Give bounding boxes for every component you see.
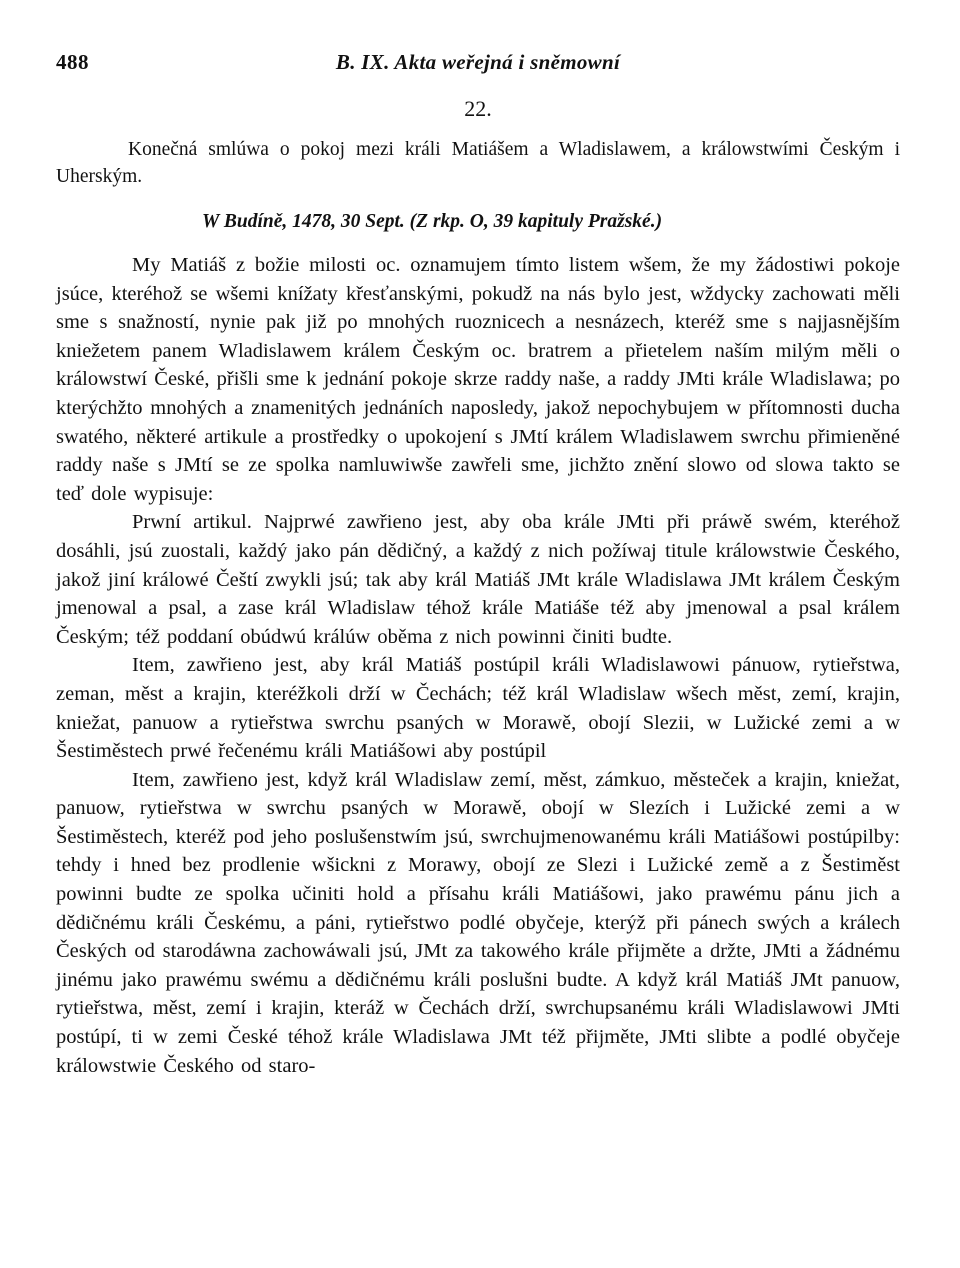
dateline: W Budíně, 1478, 30 Sept. (Z rkp. O, 39 kapituly Pražské.) [202,211,663,232]
paragraph: Item, zawřieno jest, když král Wladislaw zemí, měst, zámkuo, městeček a krajin, kniežat, panuow, rytieřstwa w swrchu psaných w Morawě, obojí w Slezích i Lužické zemi a w Šestiměstech, kteréž pod jeho poslušenstwím jsú, swrchujmenowanému králi Matiášowi postúpilby: tehdy i hned bez prodlenie wšickni z Morawy, obojí ze Slezi i Lužické země a z Šestiměst powinni budte ze spolka učiniti hold a přísahu králi Matiášowi, jako prawému pánu jich a dědičnému králi Českému, a páni, rytieřstwo podlé obyčeje, kterýž při pánech swých a králech Českých od starodáwna zachowáwali jsú, JMt za takowého krále přijměte a držte, JMti a žádnému jinému jako prawému swému a dědičnému králi poslušni budte. A když král Matiáš JMt panuow, rytieřstwa, měst, zemí i krajin, kteráž w Čechách drží, swrchupsanému králi Wladislawowi JMti postúpí, ti w zemi České téhož krále Wladislawa JMt též přijměte, JMti slibte a podlé obyčeje králowstwie Českého od staro- [56,768,900,1077]
paragraph: Item, zawřieno jest, aby král Matiáš postúpil králi Wladislawowi pánuow, rytieřstwa, zeman, měst a krajin, kteréžkoli drží w Čechách; též král Wladislaw wšech měst, zemí, krajin, kniežat, panuow a rytieřstwa swrchu psaných w Morawě, obojí Slezii, w Lužické zemi a w Šestiměstech prwé řečenému králi Matiášowi aby postúpil [56,654,900,763]
running-title: B. IX. Akta weřejná i sněmowní [335,50,621,74]
body-text [56,251,900,1080]
document-summary: Konečná smlúwa o pokoj mezi králi Matiášem a Wladislawem, a králowstwími Českým i Uherským. [56,139,900,187]
document-page [56,50,900,1080]
paragraph: Prwní artikul. Najprwé zawřieno jest, aby oba krále JMti při práwě swém, kteréhož dosáhli, jsú zuostali, každý jako pán dědičný, a každý z nich požíwaj titule králowstwie Českého, jakož jiní králowé Čeští zwykli jsú; tak aby král Matiáš JMt krále Wladislawa JMt králem Českým jmenowal a psal, a zase král Wladislaw téhož krále Matiáše též aby jmenowal a psal králem Českým; též poddaní obúdwú králúw oběma z nich powinni činiti budte. [56,511,900,648]
page-number: 488 [56,50,89,74]
paragraph: My Matiáš z božie milosti oc. oznamujem tímto listem wšem, že my žádostiwi pokoje jsúce, kteréhož se wšemi knížaty křesťanskými, pokudž na nás bylo jest, wždycky zachowati měli sme s snažností, nynie pak již po mnohých ruoznicech a nesnázech, kteréž sme s najjasnějším kniežetem panem Wladislawem králem Českým oc. bratrem a přietelem naším milým měli o králowstwí České, přišli sme k jednání pokoje skrze raddy naše, a raddy JMti krále Wladislawa; po kterýchžto mnohých a znamenitých jednáních naposledy, jakož nepochybujem w přítomnosti ducha swatého, některé artikule a prostředky o upokojení s JMtí králem Wladislawem swrchu přimieněné raddy naše s JMtí se ze spolka namluwiwše zawřeli sme, jichžto znění slowo od slowa takto se teď dole wypisuje: [56,254,900,505]
running-head [56,50,900,90]
document-number: 22. [464,96,492,121]
